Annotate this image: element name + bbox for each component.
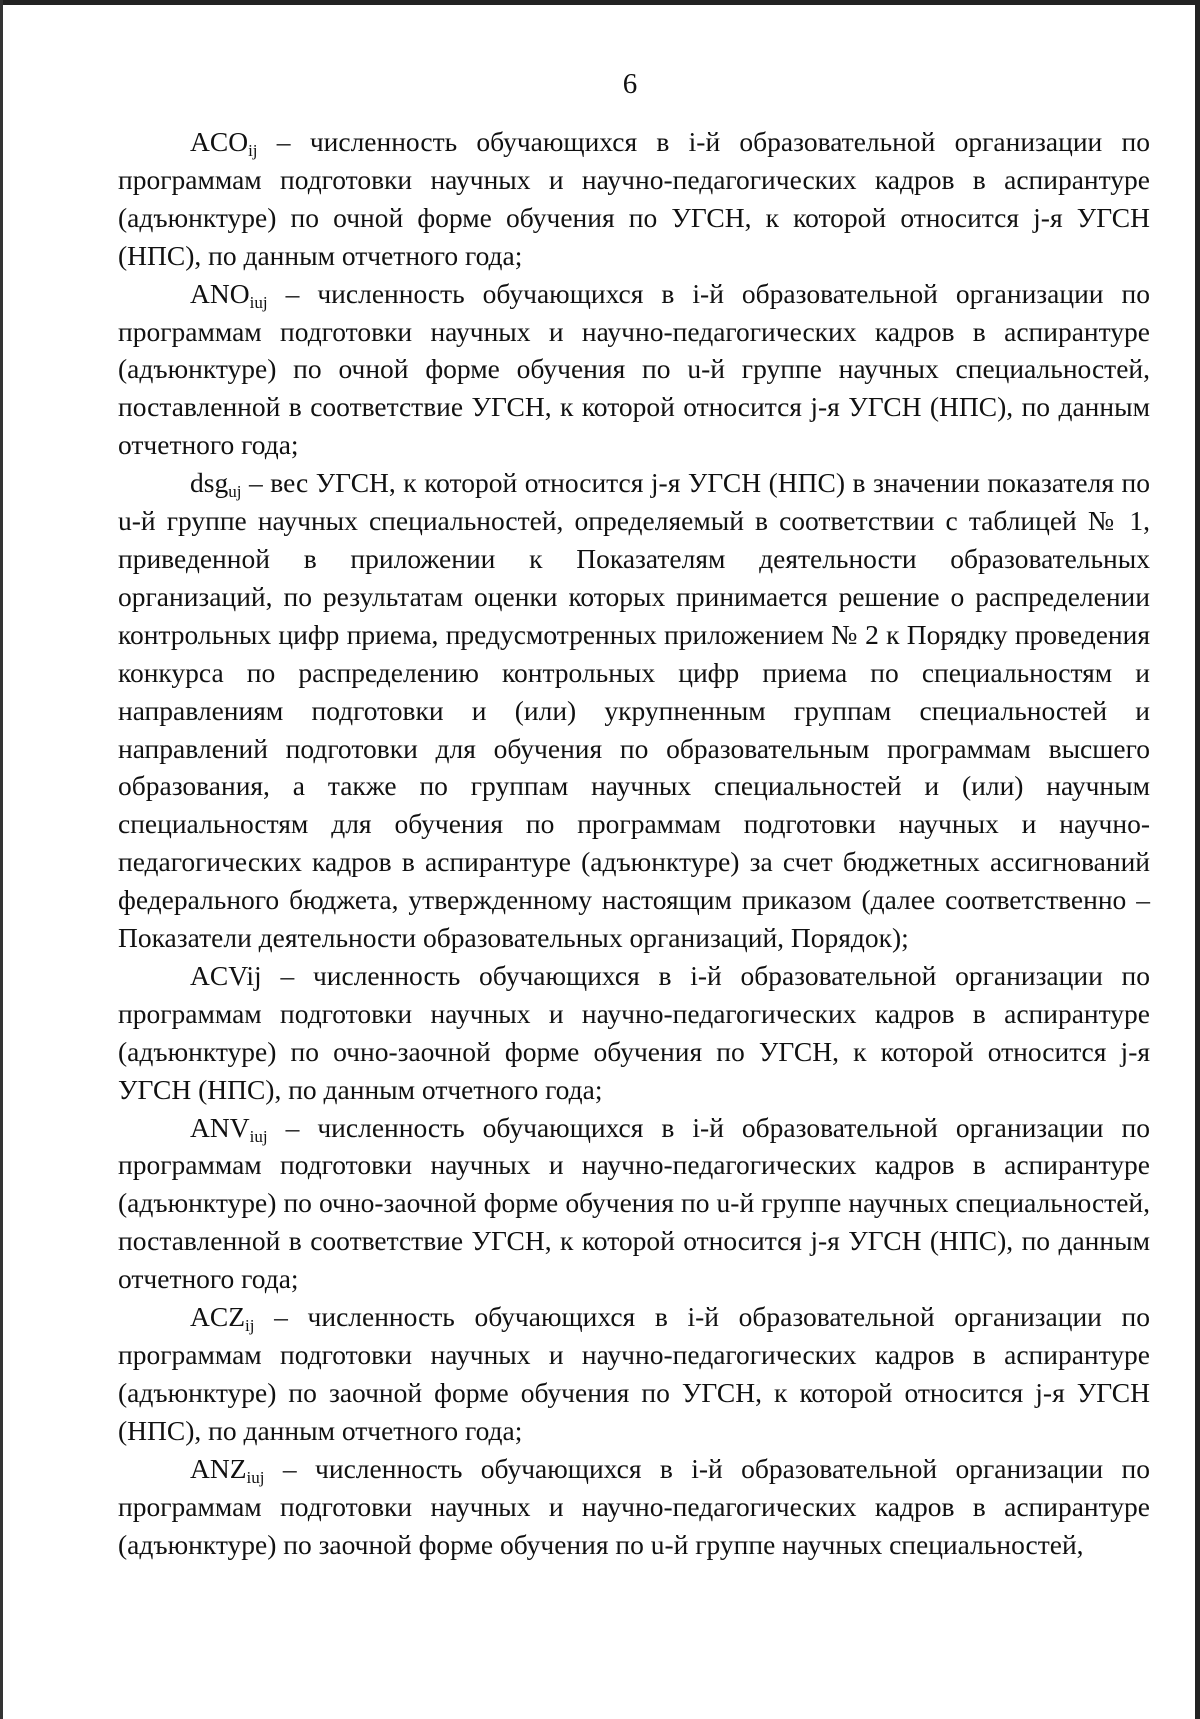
definition-text: – численность обучающихся в i-й образовательной организации по программам подготовки научных и научно-педагогических кадров в аспирантуре (адъюнктуре) по очной форме обучения по УГСН, к которой относится j-я УГСН (НПС), по данным отчетного года;: [118, 126, 1150, 271]
document-body: [118, 123, 1150, 1563]
variable-term: ACVij: [190, 959, 262, 991]
definition-text: – численность обучающихся в i-й образовательной организации по программам подготовки научных и научно-педагогических кадров в аспирантуре (адъюнктуре) по очно-заочной форме обучения по УГСН, к которой относится j-я УГСН (НПС), по данным отчетного года;: [118, 959, 1150, 1105]
variable-term: $ACZ_{ij}$: [190, 1301, 255, 1335]
variable-term: $ANZ_{iuj}$: [190, 1452, 265, 1487]
definition-text: – численность обучающихся в i-й образовательной организации по программам подготовки научных и научно-педагогических кадров в аспирантуре (адъюнктуре) по очно-заочной форме обучения по u-й группе научных специальностей, поставленной в соответствие УГСН, к которой относится j-я УГСН (НПС), по данным отчетного года;: [118, 1111, 1150, 1295]
variable-term: $ANO_{iuj}$: [190, 277, 268, 312]
definition-paragraph: [118, 1450, 1150, 1564]
definition-paragraph: [118, 957, 1150, 1109]
definition-paragraph: [118, 275, 1150, 465]
definition-text: – численность обучающихся в i-й образовательной организации по программам подготовки научных и научно-педагогических кадров в аспирантуре (адъюнктуре) по очной форме обучения по u-й группе научных специальностей, поставленной в соответствие УГСН, к которой относится j-я УГСН (НПС), по данным отчетного года;: [118, 277, 1150, 461]
definition-text: – численность обучающихся в i-й образовательной организации по программам подготовки научных и научно-педагогических кадров в аспирантуре (адъюнктуре) по заочной форме обучения по УГСН, к которой относится j-я УГСН (НПС), по данным отчетного года;: [118, 1301, 1150, 1446]
definition-text: – численность обучающихся в i-й образовательной организации по программам подготовки научных и научно-педагогических кадров в аспирантуре (адъюнктуре) по заочной форме обучения по u-й группе научных специальностей,: [118, 1452, 1150, 1560]
definition-paragraph: [118, 123, 1150, 275]
scan-edge-right: [1195, 0, 1200, 1719]
definition-paragraph: [118, 1298, 1150, 1450]
variable-term: $ANV_{iuj}$: [190, 1111, 268, 1146]
page-number: 6: [622, 68, 638, 100]
scan-edge-top: [0, 0, 1200, 5]
definition-paragraph: [118, 464, 1150, 957]
scan-edge-left: [0, 0, 3, 1719]
variable-term: dsg$_{uj}$: [190, 467, 242, 501]
definition-text: – вес УГСН, к которой относится j-я УГСН (НПС) в значении показателя по u-й группе научных специальностей, определяемый в соответствии с таблицей № 1, приведенной в приложении к Показателям деятельности образовательных организаций, по результатам оценки которых принимается решение о распределении контрольных цифр приема, предусмотренных приложением № 2 к Порядку проведения конкурса по распределению контрольных цифр приема по специальностям и направлениям подготовки и (или) укрупненным группам специальностей и направлений подготовки для обучения по образовательным программам высшего образования, а также по группам научных специальностей и (или) научным специальностям для обучения по программам подготовки научных и научно-педагогических кадров в аспирантуре (адъюнктуре) за счет бюджетных ассигнований федерального бюджета, утвержденному настоящим приказом (далее соответственно – Показатели деятельности образовательных организаций, Порядок);: [118, 467, 1150, 954]
definition-paragraph: [118, 1109, 1150, 1299]
variable-term: $ACO_{ij}$: [190, 126, 258, 160]
